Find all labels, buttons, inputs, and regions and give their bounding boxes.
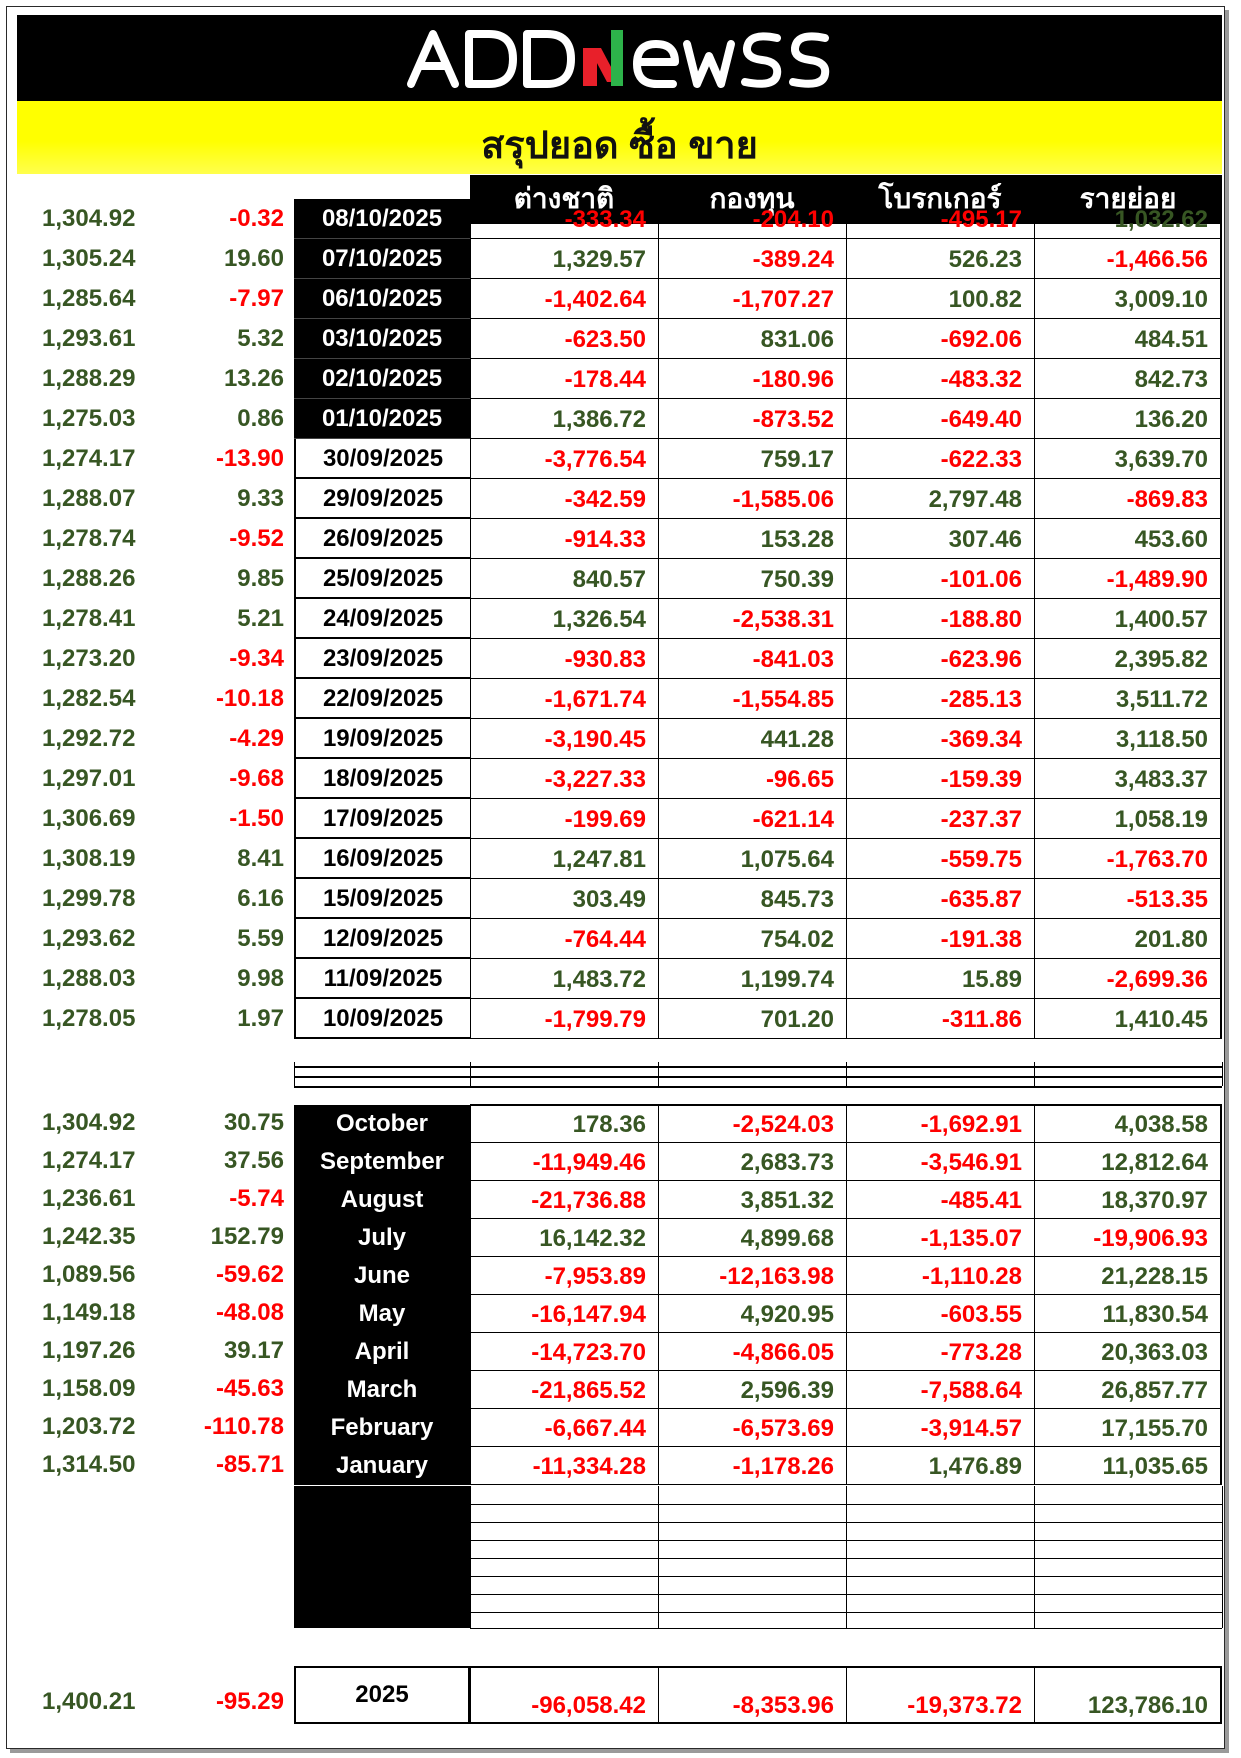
spacer-line: [294, 1086, 1222, 1088]
date-cell: 26/09/2025: [294, 519, 470, 559]
monthly-row: [0, 1257, 1241, 1295]
daily-row: [0, 279, 1241, 319]
index-change: -9.68: [229, 765, 284, 792]
foreign-value: -14,723.70: [470, 1333, 658, 1371]
broker-value: -1,135.07: [846, 1219, 1034, 1257]
fund-value: 1,199.74: [658, 959, 846, 999]
retail-value: 20,363.03: [1034, 1333, 1222, 1371]
fund-value: -2,524.03: [658, 1105, 846, 1143]
retail-value: 1,058.19: [1034, 799, 1222, 839]
daily-row: [0, 999, 1241, 1039]
retail-value: -19,906.93: [1034, 1219, 1222, 1257]
daily-row: [0, 879, 1241, 919]
index-level: 1,203.72: [42, 1413, 136, 1440]
foreign-value: -178.44: [470, 359, 658, 399]
index-level: 1,158.09: [42, 1375, 136, 1402]
index-level: 1,278.05: [42, 1005, 136, 1032]
date-cell: 25/09/2025: [294, 559, 470, 599]
foreign-value: -199.69: [470, 799, 658, 839]
daily-row: [0, 639, 1241, 679]
empty-row-line: [470, 1628, 1222, 1629]
retail-value: 3,639.70: [1034, 439, 1222, 479]
daily-row: [0, 599, 1241, 639]
daily-row: [0, 679, 1241, 719]
foreign-value: -21,865.52: [470, 1371, 658, 1409]
date-cell: 19/09/2025: [294, 719, 470, 759]
daily-row: [0, 319, 1241, 359]
broker-value: -285.13: [846, 679, 1034, 719]
broker-value: -1,692.91: [846, 1105, 1034, 1143]
retail-value: -869.83: [1034, 479, 1222, 519]
empty-vline: [1222, 1486, 1223, 1628]
date-cell: 24/09/2025: [294, 599, 470, 639]
daily-row: [0, 519, 1241, 559]
fund-value: 759.17: [658, 439, 846, 479]
index-change: -95.29: [215, 1688, 284, 1715]
date-cell: 08/10/2025: [294, 199, 470, 239]
index-level: 1,288.26: [42, 565, 136, 592]
retail-value: -1,466.56: [1034, 239, 1222, 279]
foreign-value: 178.36: [470, 1105, 658, 1143]
index-change: -13.90: [215, 445, 284, 472]
empty-vline: [658, 1486, 659, 1628]
spacer-vline: [1034, 1062, 1035, 1086]
index-level: 1,236.61: [42, 1185, 136, 1212]
month-cell: August: [294, 1181, 470, 1219]
daily-row: [0, 919, 1241, 959]
index-level: 1,297.01: [42, 765, 136, 792]
addnewss-logo: [17, 26, 1222, 90]
date-cell: 18/09/2025: [294, 759, 470, 799]
daily-row: [0, 239, 1241, 279]
foreign-value: -1,799.79: [470, 999, 658, 1039]
index-level: 1,306.69: [42, 805, 136, 832]
daily-row: [0, 799, 1241, 839]
index-level: 1,308.19: [42, 845, 136, 872]
index-change: 152.79: [210, 1223, 284, 1250]
header-retail: รายย่อย: [1034, 175, 1222, 224]
monthly-row: [0, 1447, 1241, 1485]
fund-value: 4,899.68: [658, 1219, 846, 1257]
daily-row: [0, 839, 1241, 879]
index-change: -10.18: [215, 685, 284, 712]
daily-row: [0, 479, 1241, 519]
daily-row: [0, 439, 1241, 479]
index-level: 1,089.56: [42, 1261, 136, 1288]
spacer-vline: [1222, 1062, 1223, 1086]
foreign-value: -930.83: [470, 639, 658, 679]
fund-value: -204.10: [658, 199, 846, 239]
index-level: 1,293.61: [42, 325, 136, 352]
fund-value: -2,538.31: [658, 599, 846, 639]
monthly-row: [0, 1295, 1241, 1333]
month-cell: February: [294, 1409, 470, 1447]
foreign-value: 16,142.32: [470, 1219, 658, 1257]
fund-value: 701.20: [658, 999, 846, 1039]
index-level: 1,305.24: [42, 245, 136, 272]
daily-row: [0, 559, 1241, 599]
fund-value: -873.52: [658, 399, 846, 439]
fund-value: 754.02: [658, 919, 846, 959]
date-cell: 01/10/2025: [294, 399, 470, 439]
empty-vline: [1034, 1486, 1035, 1628]
date-cell: 06/10/2025: [294, 279, 470, 319]
retail-value: 17,155.70: [1034, 1409, 1222, 1447]
fund-value: -12,163.98: [658, 1257, 846, 1295]
index-change: -9.34: [229, 645, 284, 672]
broker-value: -369.34: [846, 719, 1034, 759]
date-cell: 22/09/2025: [294, 679, 470, 719]
date-cell: 03/10/2025: [294, 319, 470, 359]
index-level: 1,285.64: [42, 285, 136, 312]
fund-value: -841.03: [658, 639, 846, 679]
retail-value: 3,009.10: [1034, 279, 1222, 319]
retail-value: 2,395.82: [1034, 639, 1222, 679]
index-level: 1,242.35: [42, 1223, 136, 1250]
date-cell: 10/09/2025: [294, 999, 470, 1039]
date-cell: 07/10/2025: [294, 239, 470, 279]
retail-value: 26,857.77: [1034, 1371, 1222, 1409]
broker-value: -773.28: [846, 1333, 1034, 1371]
retail-value: 4,038.58: [1034, 1105, 1222, 1143]
fund-value: 441.28: [658, 719, 846, 759]
monthly-row: [0, 1219, 1241, 1257]
index-level: 1,292.72: [42, 725, 136, 752]
index-level: 1,293.62: [42, 925, 136, 952]
daily-row: [0, 359, 1241, 399]
spacer-vline: [658, 1062, 659, 1086]
foreign-value: 1,326.54: [470, 599, 658, 639]
foreign-value: -7,953.89: [470, 1257, 658, 1295]
monthly-row: [0, 1181, 1241, 1219]
logo-banner: [17, 15, 1222, 101]
month-cell: July: [294, 1219, 470, 1257]
month-cell: April: [294, 1333, 470, 1371]
monthly-row: [0, 1143, 1241, 1181]
fund-value: 4,920.95: [658, 1295, 846, 1333]
foreign-value: -3,227.33: [470, 759, 658, 799]
broker-value: -7,588.64: [846, 1371, 1034, 1409]
index-change: 30.75: [223, 1109, 284, 1136]
retail-value: 11,035.65: [1034, 1447, 1222, 1485]
broker-value: 307.46: [846, 519, 1034, 559]
year-label: 2025: [294, 1666, 470, 1724]
index-level: 1,278.74: [42, 525, 136, 552]
index-level: 1,278.41: [42, 605, 136, 632]
broker-value: -311.86: [846, 999, 1034, 1039]
fund-value: -180.96: [658, 359, 846, 399]
foreign-value: -1,671.74: [470, 679, 658, 719]
broker-value: 2,797.48: [846, 479, 1034, 519]
spacer-line: [294, 1076, 1222, 1078]
monthly-top-line: [470, 1104, 1222, 1106]
fund-value: 2,596.39: [658, 1371, 846, 1409]
foreign-value: 840.57: [470, 559, 658, 599]
retail-value: 1,032.62: [1034, 199, 1222, 239]
retail-value: 123,786.10: [1034, 1666, 1222, 1724]
index-change: 6.16: [237, 885, 284, 912]
foreign-value: -3,190.45: [470, 719, 658, 759]
broker-value: -188.80: [846, 599, 1034, 639]
broker-value: -559.75: [846, 839, 1034, 879]
month-cell: September: [294, 1143, 470, 1181]
monthly-row: [0, 1105, 1241, 1143]
retail-value: -2,699.36: [1034, 959, 1222, 999]
retail-value: 3,118.50: [1034, 719, 1222, 759]
foreign-value: -11,334.28: [470, 1447, 658, 1485]
foreign-value: -6,667.44: [470, 1409, 658, 1447]
foreign-value: -3,776.54: [470, 439, 658, 479]
index-change: -1.50: [229, 805, 284, 832]
retail-value: 842.73: [1034, 359, 1222, 399]
fund-value: -1,585.06: [658, 479, 846, 519]
year-total-row: [0, 1666, 1241, 1724]
broker-value: -635.87: [846, 879, 1034, 919]
page-title: สรุปยอด ซื้อ ขาย: [481, 125, 758, 167]
header-foreign: ต่างชาติ: [470, 175, 658, 224]
index-level: 1,149.18: [42, 1299, 136, 1326]
fund-value: -96.65: [658, 759, 846, 799]
index-change: 39.17: [223, 1337, 284, 1364]
index-change: -0.32: [229, 205, 284, 232]
index-change: -9.52: [229, 525, 284, 552]
index-level: 1,288.29: [42, 365, 136, 392]
foreign-value: -16,147.94: [470, 1295, 658, 1333]
month-cell: June: [294, 1257, 470, 1295]
date-cell: 23/09/2025: [294, 639, 470, 679]
index-level: 1,275.03: [42, 405, 136, 432]
index-change: 37.56: [223, 1147, 284, 1174]
index-change: 9.33: [237, 485, 284, 512]
foreign-value: -21,736.88: [470, 1181, 658, 1219]
fund-value: 153.28: [658, 519, 846, 559]
fund-value: -1,707.27: [658, 279, 846, 319]
index-level: 1,299.78: [42, 885, 136, 912]
foreign-value: -11,949.46: [470, 1143, 658, 1181]
index-level: 1,282.54: [42, 685, 136, 712]
fund-value: -1,554.85: [658, 679, 846, 719]
foreign-value: -1,402.64: [470, 279, 658, 319]
index-change: -45.63: [215, 1375, 284, 1402]
fund-value: 831.06: [658, 319, 846, 359]
daily-row: [0, 399, 1241, 439]
monthly-row: [0, 1371, 1241, 1409]
index-change: 13.26: [223, 365, 284, 392]
index-level: 1,197.26: [42, 1337, 136, 1364]
date-cell: 16/09/2025: [294, 839, 470, 879]
index-change: 8.41: [237, 845, 284, 872]
broker-value: -483.32: [846, 359, 1034, 399]
retail-value: -513.35: [1034, 879, 1222, 919]
fund-value: -1,178.26: [658, 1447, 846, 1485]
broker-value: -19,373.72: [846, 1666, 1034, 1724]
fund-value: -621.14: [658, 799, 846, 839]
broker-value: -237.37: [846, 799, 1034, 839]
broker-value: 1,476.89: [846, 1447, 1034, 1485]
spacer-line: [294, 1066, 1222, 1068]
foreign-value: -342.59: [470, 479, 658, 519]
spacer-vline: [470, 1062, 471, 1086]
index-change: 9.98: [237, 965, 284, 992]
broker-value: -692.06: [846, 319, 1034, 359]
retail-value: 453.60: [1034, 519, 1222, 559]
month-cell: October: [294, 1105, 470, 1143]
retail-value: 11,830.54: [1034, 1295, 1222, 1333]
broker-value: -3,546.91: [846, 1143, 1034, 1181]
spacer-vline: [294, 1062, 295, 1086]
index-level: 1,304.92: [42, 205, 136, 232]
broker-value: -3,914.57: [846, 1409, 1034, 1447]
retail-value: 201.80: [1034, 919, 1222, 959]
foreign-value: -96,058.42: [470, 1666, 658, 1724]
fund-value: 1,075.64: [658, 839, 846, 879]
retail-value: 21,228.15: [1034, 1257, 1222, 1295]
title-banner: [17, 101, 1222, 174]
fund-value: -6,573.69: [658, 1409, 846, 1447]
retail-value: 3,483.37: [1034, 759, 1222, 799]
fund-value: -4,866.05: [658, 1333, 846, 1371]
foreign-value: 1,247.81: [470, 839, 658, 879]
daily-row: [0, 199, 1241, 239]
broker-value: -101.06: [846, 559, 1034, 599]
index-change: 5.21: [237, 605, 284, 632]
index-change: -48.08: [215, 1299, 284, 1326]
date-cell: 15/09/2025: [294, 879, 470, 919]
index-change: -5.74: [229, 1185, 284, 1212]
fund-value: 750.39: [658, 559, 846, 599]
foreign-value: 1,386.72: [470, 399, 658, 439]
month-cell: May: [294, 1295, 470, 1333]
index-change: 19.60: [223, 245, 284, 272]
foreign-value: -764.44: [470, 919, 658, 959]
broker-value: 526.23: [846, 239, 1034, 279]
fund-value: 2,683.73: [658, 1143, 846, 1181]
broker-value: -1,110.28: [846, 1257, 1034, 1295]
retail-value: 484.51: [1034, 319, 1222, 359]
fund-value: 3,851.32: [658, 1181, 846, 1219]
fund-value: -8,353.96: [658, 1666, 846, 1724]
index-level: 1,288.07: [42, 485, 136, 512]
index-level: 1,274.17: [42, 445, 136, 472]
index-change: 5.32: [237, 325, 284, 352]
spacer-vline: [846, 1062, 847, 1086]
daily-row: [0, 959, 1241, 999]
index-change: -4.29: [229, 725, 284, 752]
month-column-filler: [294, 1486, 470, 1628]
monthly-row: [0, 1409, 1241, 1447]
broker-value: -159.39: [846, 759, 1034, 799]
index-level: 1,314.50: [42, 1451, 136, 1478]
foreign-value: -623.50: [470, 319, 658, 359]
empty-vline: [470, 1486, 471, 1628]
month-cell: January: [294, 1447, 470, 1485]
broker-value: -603.55: [846, 1295, 1034, 1333]
date-cell: 30/09/2025: [294, 439, 470, 479]
index-change: -85.71: [215, 1451, 284, 1478]
fund-value: 845.73: [658, 879, 846, 919]
index-change: 5.59: [237, 925, 284, 952]
retail-value: 3,511.72: [1034, 679, 1222, 719]
monthly-row: [0, 1333, 1241, 1371]
date-cell: 17/09/2025: [294, 799, 470, 839]
broker-value: 15.89: [846, 959, 1034, 999]
broker-value: -191.38: [846, 919, 1034, 959]
fund-value: -389.24: [658, 239, 846, 279]
month-cell: March: [294, 1371, 470, 1409]
foreign-value: -333.34: [470, 199, 658, 239]
retail-value: 18,370.97: [1034, 1181, 1222, 1219]
header-fund: กองทุน: [658, 175, 846, 224]
daily-row: [0, 719, 1241, 759]
date-cell: 29/09/2025: [294, 479, 470, 519]
retail-value: 1,400.57: [1034, 599, 1222, 639]
retail-value: 12,812.64: [1034, 1143, 1222, 1181]
index-change: 9.85: [237, 565, 284, 592]
index-level: 1,273.20: [42, 645, 136, 672]
date-cell: 12/09/2025: [294, 919, 470, 959]
foreign-value: 1,329.57: [470, 239, 658, 279]
index-change: -110.78: [203, 1413, 284, 1440]
index-level: 1,288.03: [42, 965, 136, 992]
broker-value: -622.33: [846, 439, 1034, 479]
index-level: 1,304.92: [42, 1109, 136, 1136]
broker-value: -623.96: [846, 639, 1034, 679]
broker-value: -485.41: [846, 1181, 1034, 1219]
index-level: 1,274.17: [42, 1147, 136, 1174]
retail-value: 1,410.45: [1034, 999, 1222, 1039]
retail-value: -1,489.90: [1034, 559, 1222, 599]
broker-value: -495.17: [846, 199, 1034, 239]
header-broker: โบรกเกอร์: [846, 175, 1034, 224]
retail-value: 136.20: [1034, 399, 1222, 439]
foreign-value: 1,483.72: [470, 959, 658, 999]
retail-value: -1,763.70: [1034, 839, 1222, 879]
empty-vline: [846, 1486, 847, 1628]
date-cell: 02/10/2025: [294, 359, 470, 399]
broker-value: -649.40: [846, 399, 1034, 439]
index-change: 0.86: [237, 405, 284, 432]
index-change: -7.97: [229, 285, 284, 312]
date-cell: 11/09/2025: [294, 959, 470, 999]
index-level: 1,400.21: [42, 1688, 136, 1715]
daily-row: [0, 759, 1241, 799]
foreign-value: 303.49: [470, 879, 658, 919]
foreign-value: -914.33: [470, 519, 658, 559]
index-change: -59.62: [215, 1261, 284, 1288]
index-change: 1.97: [237, 1005, 284, 1032]
broker-value: 100.82: [846, 279, 1034, 319]
